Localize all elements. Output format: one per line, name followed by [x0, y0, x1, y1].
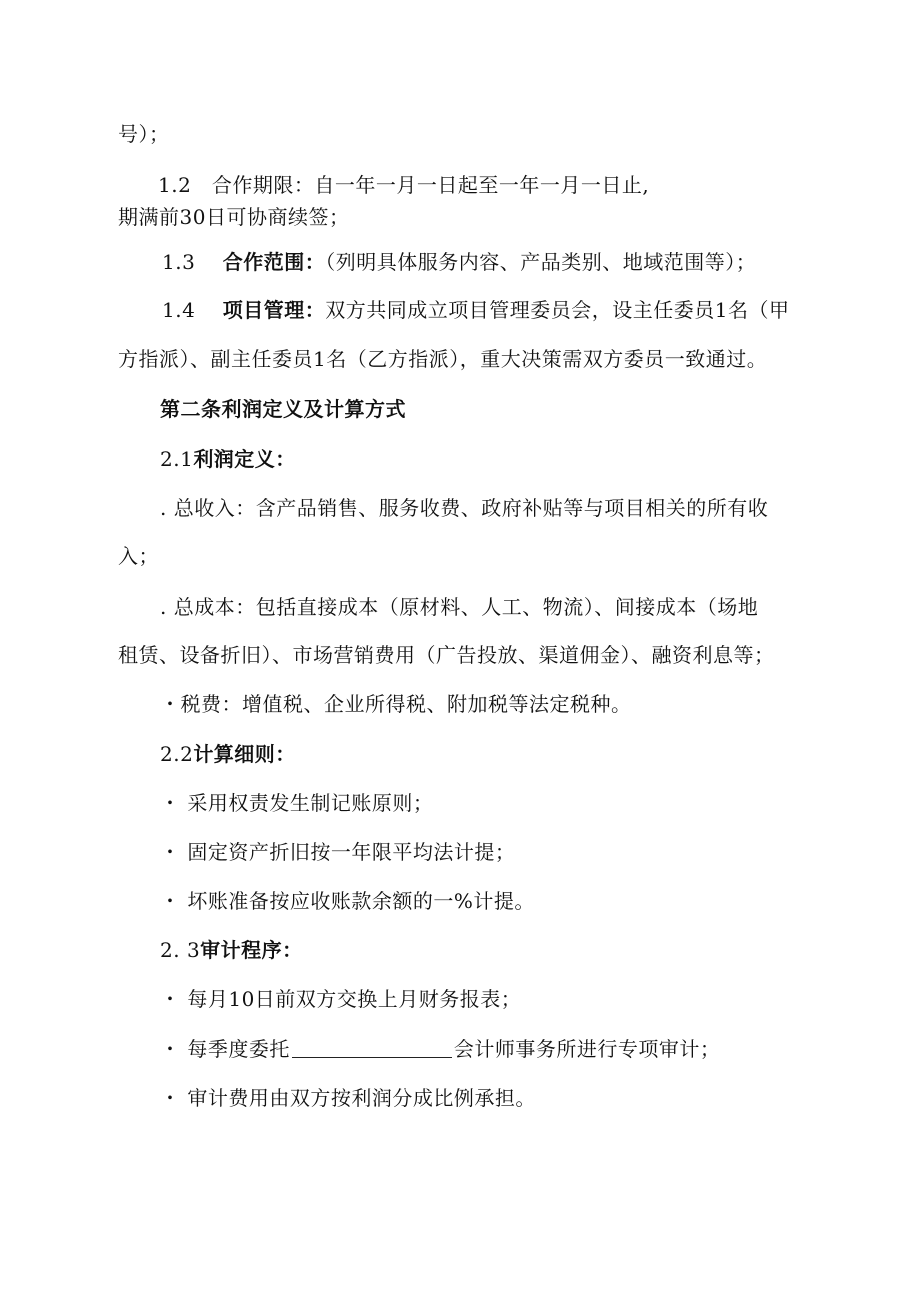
subsection-2-1 — [160, 446, 296, 472]
clause-1-3 — [162, 249, 756, 275]
paragraph-line: 租赁、设备折旧）、市场营销费用（广告投放、渠道佣金）、融资利息等； — [118, 643, 775, 667]
list-item: . 总成本：包括直接成本（原材料、人工、物流）、间接成本（场地 — [160, 595, 759, 619]
list-item-prefix: ・ 每季度委托 — [160, 1037, 290, 1061]
paragraph-line: 入； — [118, 544, 159, 568]
list-item: ・ 采用权责发生制记账原则； — [160, 791, 434, 815]
clause-label: 合作范围： — [222, 250, 326, 274]
clause-number: 1.3 — [162, 250, 196, 274]
clause-number: 2.2 — [160, 742, 194, 766]
list-item: ・ 审计费用由双方按利润分成比例承担。 — [160, 1086, 536, 1110]
list-item-suffix: 会计师事务所进行专项审计； — [453, 1037, 721, 1061]
clause-number: 1.2 — [158, 173, 192, 197]
clause-text: 合作期限：自一年一月一日起至一年一月一日止, — [211, 173, 650, 197]
clause-text: 双方共同成立项目管理委员会，设主任委员1名（甲 — [325, 298, 790, 322]
list-item: ・ 固定资产折旧按一年限平均法计提； — [160, 840, 516, 864]
subsection-2-3 — [160, 937, 303, 963]
section-heading: 第二条利润定义及计算方式 — [160, 397, 406, 421]
clause-1-2 — [158, 172, 649, 198]
list-item: . 总收入：含产品销售、服务收费、政府补贴等与项目相关的所有收 — [160, 496, 769, 520]
paragraph-line: 方指派）、副主任委员1名（乙方指派），重大决策需双方委员一致通过。 — [118, 347, 768, 371]
list-item — [160, 1036, 720, 1062]
clause-label: 审计程序： — [200, 938, 303, 962]
clause-text: （列明具体服务内容、产品类别、地域范围等）； — [325, 250, 757, 274]
list-item: ・ 坏账准备按应收账款余额的一%计提。 — [160, 889, 535, 913]
clause-label: 计算细则： — [193, 742, 296, 766]
subsection-2-2 — [160, 741, 296, 767]
clause-number: 2. 3 — [160, 938, 201, 962]
list-item: ・ 每月10日前双方交换上月财务报表； — [160, 987, 522, 1011]
clause-number: 1.4 — [162, 298, 196, 322]
paragraph-line: 期满前30日可协商续签； — [118, 205, 350, 229]
fill-in-blank[interactable] — [292, 1039, 452, 1058]
clause-label: 利润定义： — [193, 447, 296, 471]
clause-label: 项目管理： — [222, 298, 326, 322]
clause-1-4 — [162, 297, 789, 323]
paragraph-line: 号）； — [118, 122, 170, 146]
list-item: ・税费：增值税、企业所得税、附加税等法定税种。 — [160, 692, 632, 716]
clause-number: 2.1 — [160, 447, 194, 471]
